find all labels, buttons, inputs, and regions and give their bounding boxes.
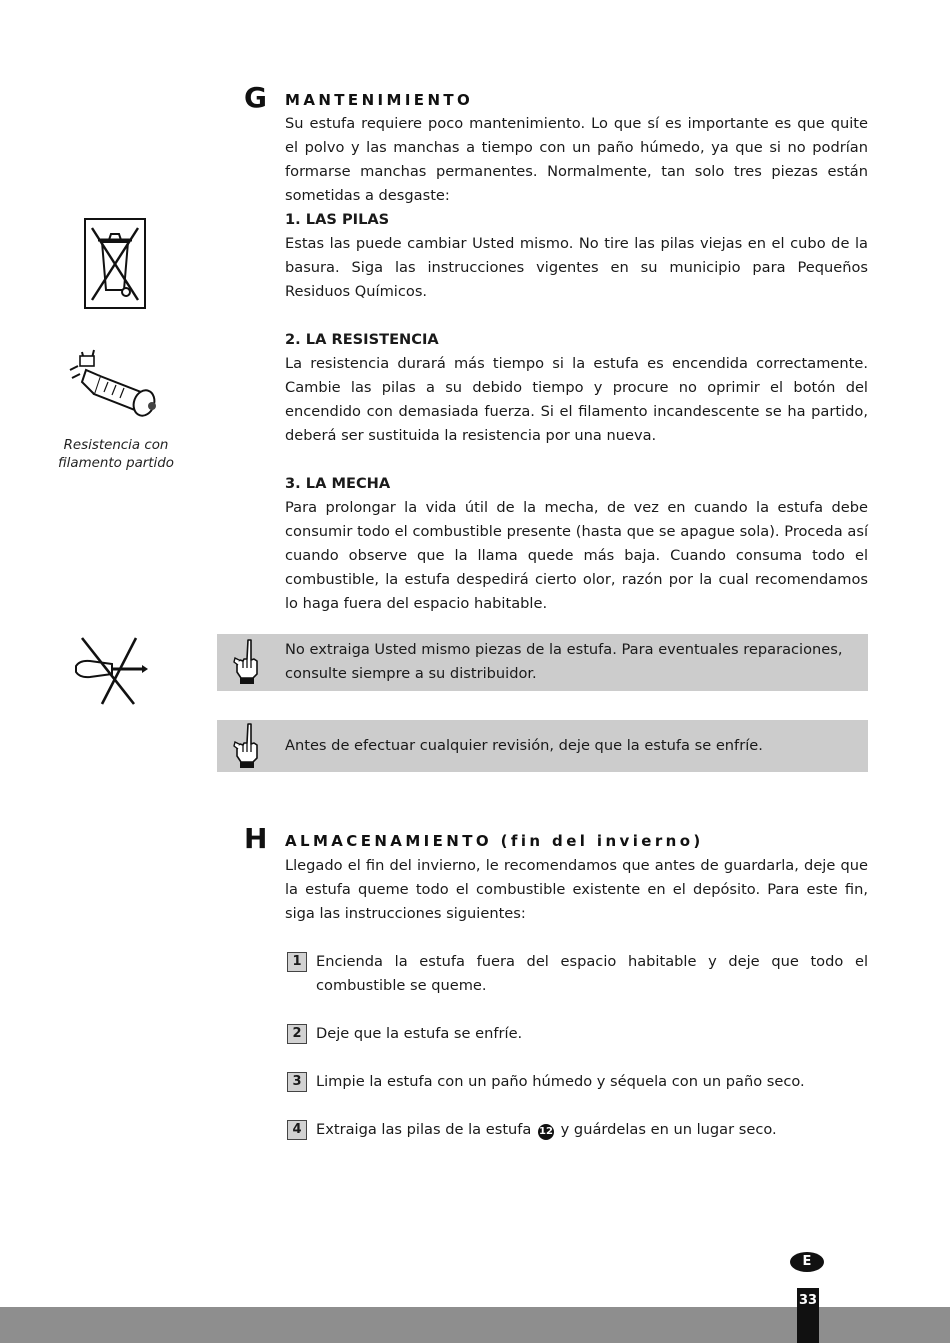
item-mecha-title: 3. LA MECHA — [285, 475, 391, 492]
item-mecha-text: Para prolongar la vida útil de la mecha, de vez en cuando la estufa debe consumir todo el combustible presente (hasta que se apague sola). Proceda así cuando observe que la llama quede más baja. Cuando consuma todo el combustible, la estufa despedirá cierto olor, razón por la cual recomendamos lo haga fuera del espacio habitable. — [285, 499, 868, 612]
no-screwdriver-icon — [72, 636, 152, 706]
page-number — [797, 1288, 819, 1343]
section-title-almacenamiento: ALMACENAMIENTO (fin del invierno) — [285, 832, 704, 850]
step-1-number: 1 — [287, 952, 307, 972]
step-3-text: Limpie la estufa con un paño húmedo y séquela con un paño seco. — [316, 1073, 805, 1090]
storage-intro: Llegado el fin del invierno, le recomendamos que antes de guardarla, deje que la estufa queme todo el combustible existente en el depósito. Para este fin, siga las instrucciones siguientes: — [285, 857, 868, 922]
step-1-text: Encienda la estufa fuera del espacio habitable y deje que todo el combustible se queme. — [316, 953, 868, 994]
item-pilas-title: 1. LAS PILAS — [285, 211, 390, 228]
igniter-resistance-icon — [64, 348, 172, 420]
weee-crossed-bin-icon — [84, 218, 146, 309]
item-resistencia-text: La resistencia durará más tiempo si la estufa es encendida correctamente. Cambie las pilas a su debido tiempo y procure no oprimir el botón del encendido con demasiada fuerza. Si el filamento incandescente se ha partido, deberá ser sustituida la resistencia por una nueva. — [285, 355, 868, 444]
step-4-text — [316, 1118, 868, 1142]
maintenance-intro: Su estufa requiere poco mantenimiento. Lo que sí es importante es que quite el polvo y las manchas a tiempo con un paño húmedo, ya que si no podrían formarse manchas permanentes. Normalmente, tan solo tres piezas están sometidas a desgaste: — [285, 115, 868, 204]
step-4-text-after: y guárdelas en un lugar seco. — [560, 1121, 777, 1138]
warning-note-cooldown — [217, 720, 868, 772]
warning-note-repairs — [217, 634, 868, 691]
section-letter-g: G — [244, 81, 267, 114]
language-badge: E — [790, 1252, 824, 1272]
pointing-hand-icon — [233, 638, 261, 686]
part-reference-number: 12 — [538, 1124, 554, 1140]
resistance-caption: Resistencia con filamento partido — [58, 438, 174, 471]
pointing-hand-icon — [233, 722, 261, 770]
note-repairs-text: No extraiga Usted mismo piezas de la estufa. Para eventuales reparaciones, consulte siempre a su distribuidor. — [285, 641, 843, 682]
step-2-number: 2 — [287, 1024, 307, 1044]
item-resistencia-title: 2. LA RESISTENCIA — [285, 331, 439, 348]
step-3-number: 3 — [287, 1072, 307, 1092]
step-4-text-before: Extraiga las pilas de la estufa — [316, 1121, 532, 1138]
note-cooldown-text: Antes de efectuar cualquier revisión, deje que la estufa se enfríe. — [285, 737, 763, 754]
page-number-text: 33 — [798, 1293, 818, 1308]
item-pilas-text: Estas las puede cambiar Usted mismo. No tire las pilas viejas en el cubo de la basura. Siga las instrucciones vigentes en su municipio para Pequeños Residuos Químicos. — [285, 235, 868, 300]
step-4-number: 4 — [287, 1120, 307, 1140]
section-title-mantenimiento: MANTENIMIENTO — [285, 91, 474, 109]
section-letter-h: H — [244, 822, 268, 855]
step-2-text: Deje que la estufa se enfríe. — [316, 1025, 523, 1042]
